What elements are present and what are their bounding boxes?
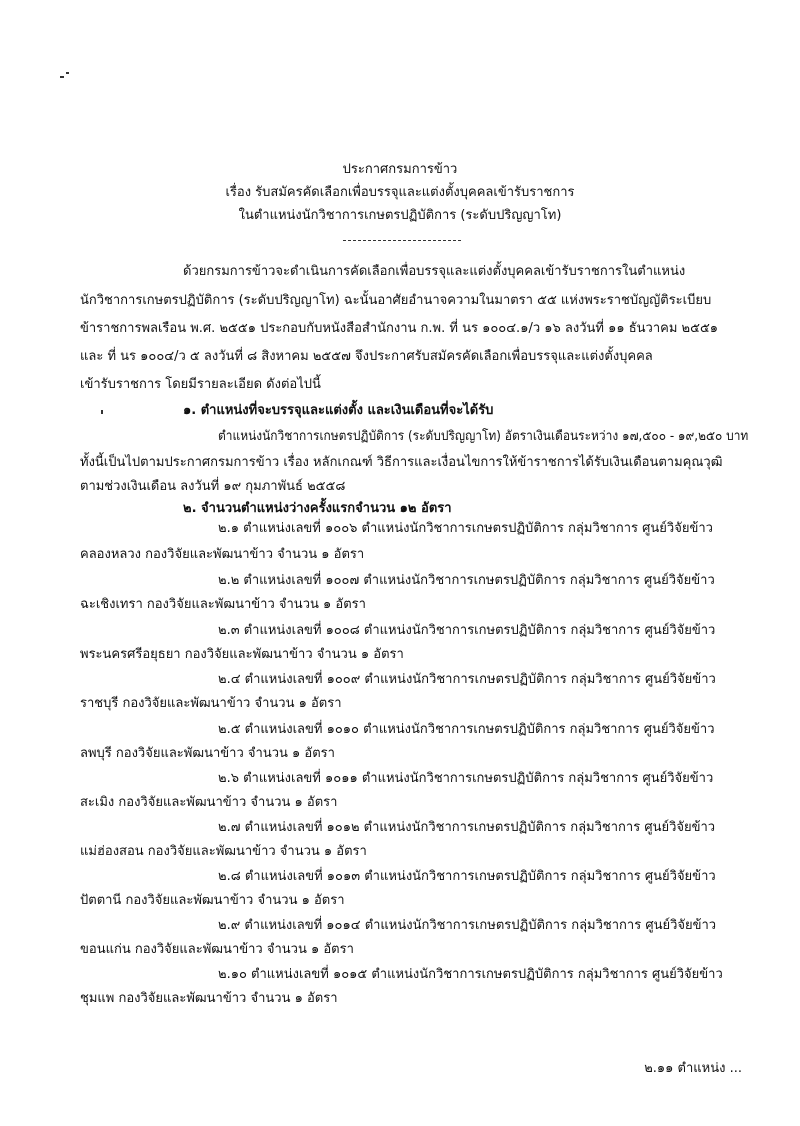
- position-item-line2: สะเมิง กองวิจัยและพัฒนาข้าว จำนวน ๑ อัตรา: [80, 795, 338, 810]
- section-1-heading: ๑. ตำแหน่งที่จะบรรจุและแต่งตั้ง และเงินเดือนที่จะได้รับ: [183, 403, 494, 418]
- document-title: ประกาศกรมการข้าว: [342, 162, 458, 177]
- position-item-line2: พระนครศรีอยุธยา กองวิจัยและพัฒนาข้าว จำนวน ๑ อัตรา: [80, 647, 404, 662]
- position-item-line2: ฉะเชิงเทรา กองวิจัยและพัฒนาข้าว จำนวน ๑ อัตรา: [80, 597, 366, 612]
- header-divider: [343, 240, 461, 241]
- position-item-line2: ปัตตานี กองวิจัยและพัฒนาข้าว จำนวน ๑ อัตรา: [80, 893, 345, 908]
- position-item-line1: ๒.๔ ตำแหน่งเลขที่ ๑๐๐๙ ตำแหน่งนักวิชาการเกษตรปฏิบัติการ กลุ่มวิชาการ ศูนย์วิจัยข้าว: [218, 672, 716, 687]
- section-1-line: ตามช่วงเงินเดือน ลงวันที่ ๑๙ กุมภาพันธ์ ๒๕๕๘: [80, 479, 346, 494]
- position-item-line2: ชุมแพ กองวิจัยและพัฒนาข้าว จำนวน ๑ อัตรา: [80, 991, 338, 1006]
- intro-line: เข้ารับราชการ โดยมีรายละเอียด ดังต่อไปนี้: [80, 377, 321, 392]
- position-item-line2: แม่ฮ่องสอน กองวิจัยและพัฒนาข้าว จำนวน ๑ อัตรา: [80, 844, 367, 859]
- position-item-line1: ๒.๗ ตำแหน่งเลขที่ ๑๐๑๒ ตำแหน่งนักวิชาการเกษตรปฏิบัติการ กลุ่มวิชาการ ศูนย์วิจัยข้าว: [218, 820, 716, 835]
- intro-line: ด้วยกรมการข้าวจะดำเนินการคัดเลือกเพื่อบรรจุและแต่งตั้งบุคคลเข้ารับราชการในตำแหน่ง: [183, 264, 686, 279]
- position-item-line2: ลพบุรี กองวิจัยและพัฒนาข้าว จำนวน ๑ อัตรา: [80, 746, 335, 761]
- position-item-line2: ขอนแก่น กองวิจัยและพัฒนาข้าว จำนวน ๑ อัตรา: [80, 942, 354, 957]
- position-item-line1: ๒.๘ ตำแหน่งเลขที่ ๑๐๑๓ ตำแหน่งนักวิชาการเกษตรปฏิบัติการ กลุ่มวิชาการ ศูนย์วิจัยข้าว: [218, 869, 716, 884]
- scan-speck: [101, 410, 103, 414]
- section-1-line: ทั้งนี้เป็นไปตามประกาศกรมการข้าว เรื่อง หลักเกณฑ์ วิธีการและเงื่อนไขการให้ข้าราชการได้รับเงินเดือนตามคุณวุฒิ: [80, 455, 723, 470]
- position-item-line2: คลองหลวง กองวิจัยและพัฒนาข้าว จำนวน ๑ อัตรา: [80, 547, 365, 562]
- intro-line: นักวิชาการเกษตรปฏิบัติการ (ระดับปริญญาโท) ฉะนั้นอาศัยอำนาจความในมาตรา ๕๕ แห่งพระราชบัญญัติระเบียบ: [80, 293, 712, 308]
- intro-line: และ ที่ นร ๑๐๐๔/ว ๕ ลงวันที่ ๘ สิงหาคม ๒๕๕๗ จึงประกาศรับสมัครคัดเลือกเพื่อบรรจุและแต่งตั้งบุคคล: [80, 349, 653, 364]
- position-item-line1: ๒.๓ ตำแหน่งเลขที่ ๑๐๐๘ ตำแหน่งนักวิชาการเกษตรปฏิบัติการ กลุ่มวิชาการ ศูนย์วิจัยข้าว: [218, 623, 716, 638]
- document-subject: เรื่อง รับสมัครคัดเลือกเพื่อบรรจุและแต่งตั้งบุคคลเข้ารับราชการ: [225, 185, 575, 200]
- position-item-line1: ๒.๑๐ ตำแหน่งเลขที่ ๑๐๑๕ ตำแหน่งนักวิชาการเกษตรปฏิบัติการ กลุ่มวิชาการ ศูนย์วิจัยข้าว: [218, 967, 723, 982]
- position-item-line1: ๒.๖ ตำแหน่งเลขที่ ๑๐๑๑ ตำแหน่งนักวิชาการเกษตรปฏิบัติการ กลุ่มวิชาการ ศูนย์วิจัยข้าว: [218, 771, 714, 786]
- intro-line: ข้าราชการพลเรือน พ.ศ. ๒๕๕๑ ประกอบกับหนังสือสำนักงาน ก.พ. ที่ นร ๑๐๐๔.๑/ว ๑๖ ลงวันที่ ๑๑ ธันวาคม ๒๕๕๑: [80, 321, 719, 336]
- position-item-line1: ๒.๙ ตำแหน่งเลขที่ ๑๐๑๔ ตำแหน่งนักวิชาการเกษตรปฏิบัติการ กลุ่มวิชาการ ศูนย์วิจัยข้าว: [218, 918, 717, 933]
- scan-speck: [66, 72, 69, 74]
- document-position-line: ในตำแหน่งนักวิชาการเกษตรปฏิบัติการ (ระดับปริญญาโท): [238, 208, 562, 223]
- position-item-line1: ๒.๕ ตำแหน่งเลขที่ ๑๐๑๐ ตำแหน่งนักวิชาการเกษตรปฏิบัติการ กลุ่มวิชาการ ศูนย์วิจัยข้าว: [218, 722, 715, 737]
- page-continuation: ๒.๑๑ ตำแหน่ง ...: [644, 1061, 742, 1076]
- position-item-line1: ๒.๒ ตำแหน่งเลขที่ ๑๐๐๗ ตำแหน่งนักวิชาการเกษตรปฏิบัติการ กลุ่มวิชาการ ศูนย์วิจัยข้าว: [218, 573, 715, 588]
- scan-speck: [60, 76, 64, 78]
- position-item-line1: ๒.๑ ตำแหน่งเลขที่ ๑๐๐๖ ตำแหน่งนักวิชาการเกษตรปฏิบัติการ กลุ่มวิชาการ ศูนย์วิจัยข้าว: [218, 521, 713, 536]
- section-1-line: ตำแหน่งนักวิชาการเกษตรปฏิบัติการ (ระดับปริญญาโท) อัตราเงินเดือนระหว่าง ๑๗,๕๐๐ - ๑๙,๒๕๐ บาท: [218, 429, 749, 444]
- position-item-line2: ราชบุรี กองวิจัยและพัฒนาข้าว จำนวน ๑ อัตรา: [80, 696, 342, 711]
- section-2-heading: ๒. จำนวนตำแหน่งว่างครั้งแรกจำนวน ๑๒ อัตรา: [183, 501, 452, 516]
